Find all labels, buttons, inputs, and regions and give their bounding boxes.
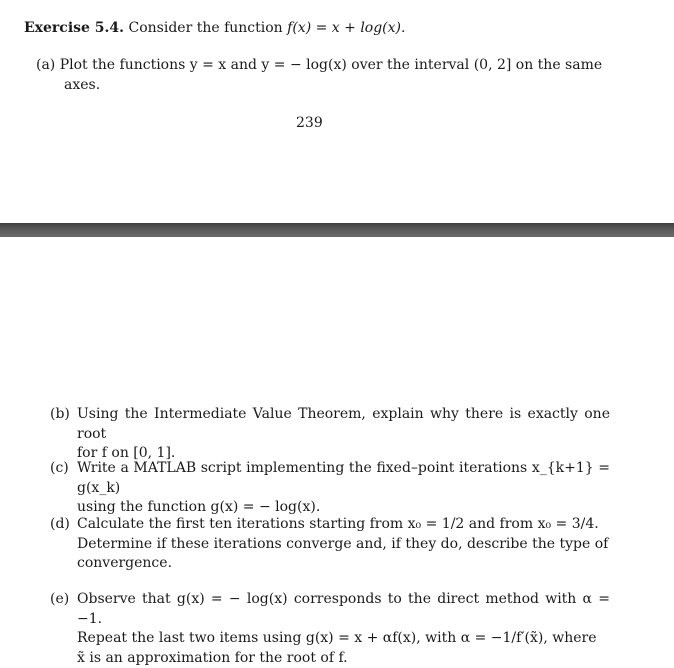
item-e-label: (e): [50, 590, 69, 610]
exercise-number: Exercise 5.4.: [24, 20, 124, 36]
item-c-label: (c): [50, 459, 69, 479]
item-b-line2: for f on [0, 1].: [77, 444, 610, 464]
exercise-heading: [24, 20, 405, 36]
item-c-line1: Write a MATLAB script implementing the fixed–point iterations x_{k+1} = g(x_k): [77, 459, 610, 498]
item-d-line2: Determine if these iterations converge and, if they do, describe the type of: [77, 535, 610, 555]
item-b: [50, 405, 610, 464]
page-bottom: [0, 237, 674, 656]
clipped-previous-line: [120, 0, 600, 3]
page-separator: [0, 223, 674, 237]
item-b-line1: Using the Intermediate Value Theorem, explain why there is exactly one root: [77, 405, 610, 444]
page-number: 239: [296, 115, 323, 131]
item-e-line3: x̃ is an approximation for the root of f.: [77, 649, 610, 668]
exercise-intro: Consider the function: [129, 20, 283, 36]
item-d-line3: convergence.: [77, 554, 610, 574]
item-a: [36, 56, 606, 95]
item-a-label: (a): [36, 56, 55, 76]
function-definition: f(x) = x + log(x).: [287, 20, 405, 36]
item-e-line2: Repeat the last two items using g(x) = x + αf(x), with α = −1/f′(x̃), where: [77, 629, 610, 649]
item-c-line2: using the function g(x) = − log(x).: [77, 498, 610, 518]
item-d: [50, 515, 610, 574]
item-d-label: (d): [50, 515, 70, 535]
item-d-line1: Calculate the first ten iterations starting from x₀ = 1/2 and from x₀ = 3/4.: [77, 515, 610, 535]
item-a-line2: axes.: [64, 76, 606, 96]
item-a-line1: Plot the functions y = x and y = − log(x) over the interval (0, 2] on the same: [60, 57, 602, 73]
item-b-label: (b): [50, 405, 70, 425]
item-e-line1: Observe that g(x) = − log(x) corresponds to the direct method with α = −1.: [77, 590, 610, 629]
item-e: [50, 590, 610, 668]
item-c: [50, 459, 610, 518]
page-top: [0, 0, 674, 223]
